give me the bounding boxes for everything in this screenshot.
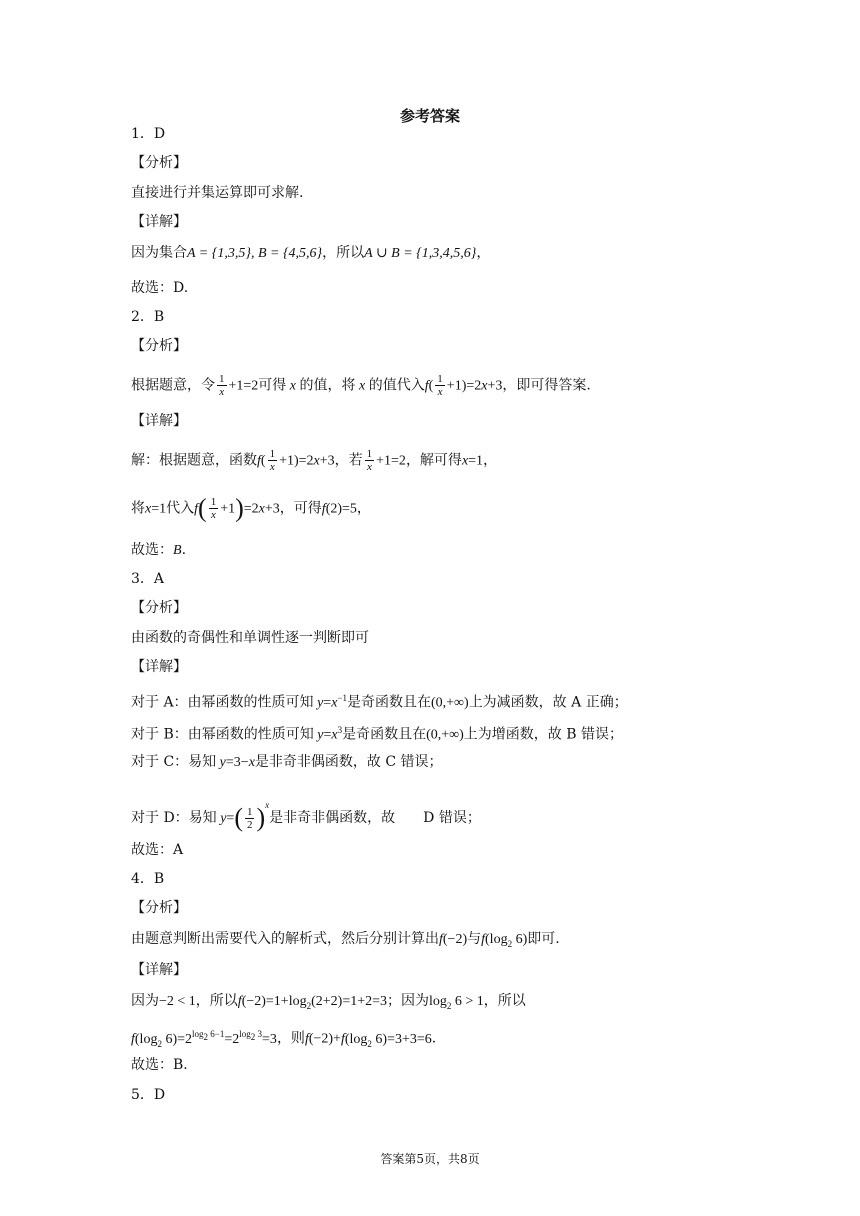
- q4-analysis-label: 【分析】: [131, 900, 187, 916]
- q4-answer: 故选：B.: [131, 1057, 188, 1073]
- q1-detail-text: [131, 243, 490, 264]
- q4-detail-line-1: 因为−2 < 1，所以$f(-2)=1+\log_2(2+2)=1+2=3$；因为$\log_2 6 > 1$，所以: [131, 993, 526, 1011]
- fraction-1-over-x: $\frac{1}{x}$: [437, 373, 443, 398]
- q3-detail-label: 【详解】: [131, 659, 187, 675]
- q2-analysis-label: 【分析】: [131, 338, 187, 354]
- q4-number: 4．B: [131, 871, 165, 887]
- q1-sets-formula: A = {1,3,5}, B = {4,5,6}: [187, 246, 323, 261]
- page-footer: 答案第5页，共8页: [380, 1152, 480, 1166]
- q3-analysis-text: 由函数的奇偶性和单调性逐一判断即可: [131, 630, 369, 646]
- q3-option-c: 对于 C：易知 y=3−x是非奇非偶函数，故 C 错误；: [131, 754, 443, 770]
- page-title: 参考答案: [399, 107, 460, 125]
- q5-number: 5．D: [131, 1087, 166, 1103]
- q1-analysis-text: 直接进行并集运算即可求解.: [131, 185, 304, 201]
- q1-answer: 故选：D.: [131, 280, 189, 296]
- q3-analysis-label: 【分析】: [131, 600, 187, 616]
- q1-number: 1．D: [131, 126, 166, 142]
- q4-analysis-text: 由题意判断出需要代入的解析式，然后分别计算出f(−2)与$f(\log_2$ 6)即可.: [131, 931, 560, 949]
- q1-detail-c: ，: [476, 245, 491, 261]
- q3-number: 3．A: [131, 571, 165, 587]
- q1-detail-a: 因为集合: [131, 245, 187, 261]
- q3-option-d: 对于 D：易知 y=( $\frac{1}{2}$ )$^x$是非奇非偶函数，故 D 错误；: [131, 800, 481, 832]
- q3-answer: 故选：A: [131, 842, 184, 858]
- q2-detail-label: 【详解】: [131, 413, 187, 429]
- q3-option-b: 对于 B：由幂函数的性质可知 $y=x^3$是奇函数且在(0,+∞)上为增函数，故 B 错误；: [131, 725, 623, 743]
- q4-detail-line-2: $f(\log_2$ $6)=2^{log_2 6-1}=2^{log_2 3}=3$，则$f(-2)+f(\log_2$ 6)=3+3=6.: [131, 1029, 437, 1049]
- q4-detail-label: 【详解】: [131, 962, 187, 978]
- fraction-1-over-x: $\frac{1}{x}$: [219, 373, 225, 398]
- q2-number: 2．B: [131, 309, 165, 325]
- q1-analysis-label: 【分析】: [131, 155, 187, 171]
- q2-detail-line-2: 将x=1代入f( $\frac{1}{x}$ +1)=2x+3，可得f(2)=5，: [131, 493, 371, 523]
- q1-detail-b: ，所以: [322, 245, 365, 261]
- q2-analysis-text: 根据题意，令 $\frac{1}{x}$ +1=2可得 x 的值，将 x 的值代入f( $\frac{1}{x}$ +1)=2x+3，即可得答案.: [131, 373, 591, 398]
- q2-detail-line-1: 解：根据题意，函数f( $\frac{1}{x}$ +1)=2x+3，若 $\frac{1}{x}$ +1=2，解可得x=1，: [131, 448, 498, 473]
- q1-union-formula: A ∪ B = {1,3,4,5,6}: [364, 246, 477, 261]
- q3-option-a: 对于 A：由幂函数的性质可知 $y=x^{-1}$是奇函数且在(0,+∞)上为减函数，故 A 正确；: [131, 693, 628, 711]
- q2-answer: 故选：B.: [131, 542, 187, 558]
- q1-detail-label: 【详解】: [131, 214, 187, 230]
